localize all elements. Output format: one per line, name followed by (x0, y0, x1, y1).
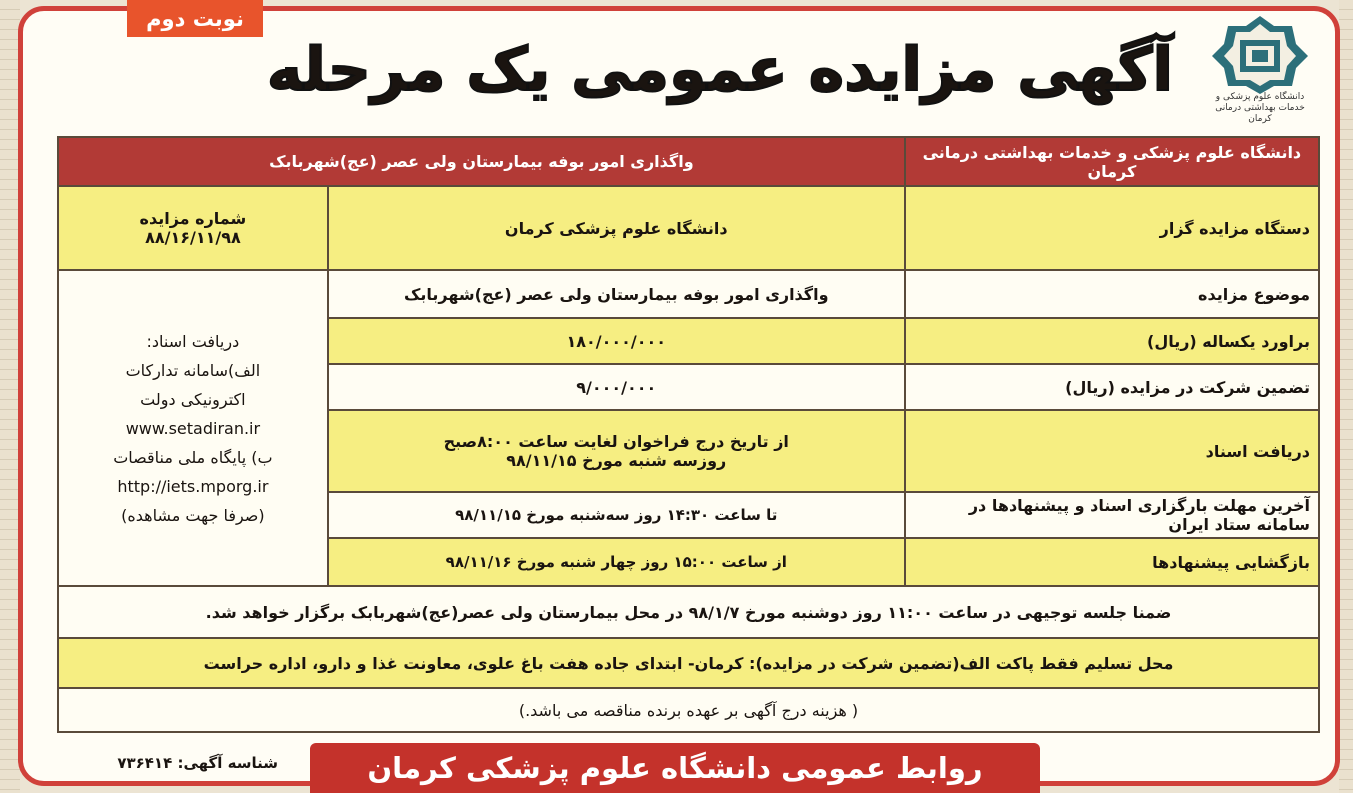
ad-identifier: شناسه آگهی: ۷۳۶۴۱۴ (117, 754, 278, 772)
tender-number-cell (58, 186, 328, 270)
tender-number-label: شماره مزایده (139, 209, 247, 228)
table-row (58, 688, 1319, 732)
row-label: تضمین شرکت در مزایده (ریال) (905, 364, 1319, 410)
cost-note: ( هزینه درج آگهی بر عهده برنده مناقصه می باشد.) (58, 688, 1319, 732)
documents-a-line2: اکترونیکی دولت (140, 389, 246, 409)
tender-number: ۸۸/۱۶/۱۱/۹۸ (145, 228, 241, 247)
table-row (58, 270, 1319, 318)
publisher-banner: روابط عمومی دانشگاه علوم پزشکی کرمان (310, 743, 1040, 793)
row-label: دستگاه مزایده گزار (905, 186, 1319, 270)
row-value: ۹/۰۰۰/۰۰۰ (328, 364, 905, 410)
header-subject: واگذاری امور بوفه بیمارستان ولی عصر (عج)شهربابک (58, 137, 905, 186)
row-value-line1: از تاریخ درج فراخوان لغایت ساعت ۸:۰۰صبح (443, 432, 789, 451)
row-label: دریافت اسناد (905, 410, 1319, 492)
row-value: دانشگاه علوم پزشکی کرمان (328, 186, 905, 270)
setadiran-link[interactable]: www.setadiran.ir (125, 418, 261, 438)
table-row (58, 586, 1319, 638)
table-row (58, 638, 1319, 688)
notice-title: آگهی مزایده عمومی یک مرحله (266, 35, 1174, 105)
background-newsprint-left (0, 0, 20, 793)
row-value: واگذاری امور بوفه بیمارستان ولی عصر (عج)شهربابک (328, 270, 905, 318)
row-label: براورد یکساله (ریال) (905, 318, 1319, 364)
documents-b-note: (صرفا جهت مشاهده) (121, 505, 265, 525)
header-organization: دانشگاه علوم پزشکی و خدمات بهداشتی درمانی کرمان (905, 137, 1319, 186)
row-label: بازگشایی پیشنهادها (905, 538, 1319, 586)
table-header-row (58, 137, 1319, 186)
tender-details-table (57, 136, 1320, 733)
iets-link[interactable]: http://iets.mporg.ir (117, 476, 269, 496)
documents-a-line1: الف)سامانه تدارکات (125, 360, 261, 380)
session-note: ضمنا جلسه توجیهی در ساعت ۱۱:۰۰ روز دوشنبه مورخ ۹۸/۱/۷ در محل بیمارستان ولی عصر(عج)شهربابک برگزار خواهد شد. (58, 586, 1319, 638)
row-label: موضوع مزایده (905, 270, 1319, 318)
row-value (328, 410, 905, 492)
row-label: آخرین مهلت بارگزاری اسناد و پیشنهادها در سامانه ستاد ایران (905, 492, 1319, 538)
documents-b-line1: ب) پایگاه ملی مناقصات (113, 447, 273, 467)
delivery-note: محل تسلیم فقط پاکت الف(تضمین شرکت در مزایده): کرمان- ابتدای جاده هفت باغ علوی، معاونت غذا و دارو، اداره حراست (58, 638, 1319, 688)
row-value: از ساعت ۱۵:۰۰ روز چهار شنبه مورخ ۹۸/۱۱/۱۶ (328, 538, 905, 586)
second-run-badge: نوبت دوم (127, 0, 263, 37)
background-newsprint-right (1339, 0, 1353, 793)
row-value-line2: روزسه شنبه مورخ ۹۸/۱۱/۱۵ (506, 451, 727, 470)
documents-heading: دریافت اسناد: (146, 331, 240, 351)
table-row (58, 186, 1319, 270)
row-value: ۱۸۰/۰۰۰/۰۰۰ (328, 318, 905, 364)
logo-caption: دانشگاه علوم پزشکی و خدمات بهداشتی درمانی کرمان (1215, 92, 1305, 124)
documents-info-cell (58, 270, 328, 586)
row-value: تا ساعت ۱۴:۳۰ روز سه‌شنبه مورخ ۹۸/۱۱/۱۵ (328, 492, 905, 538)
